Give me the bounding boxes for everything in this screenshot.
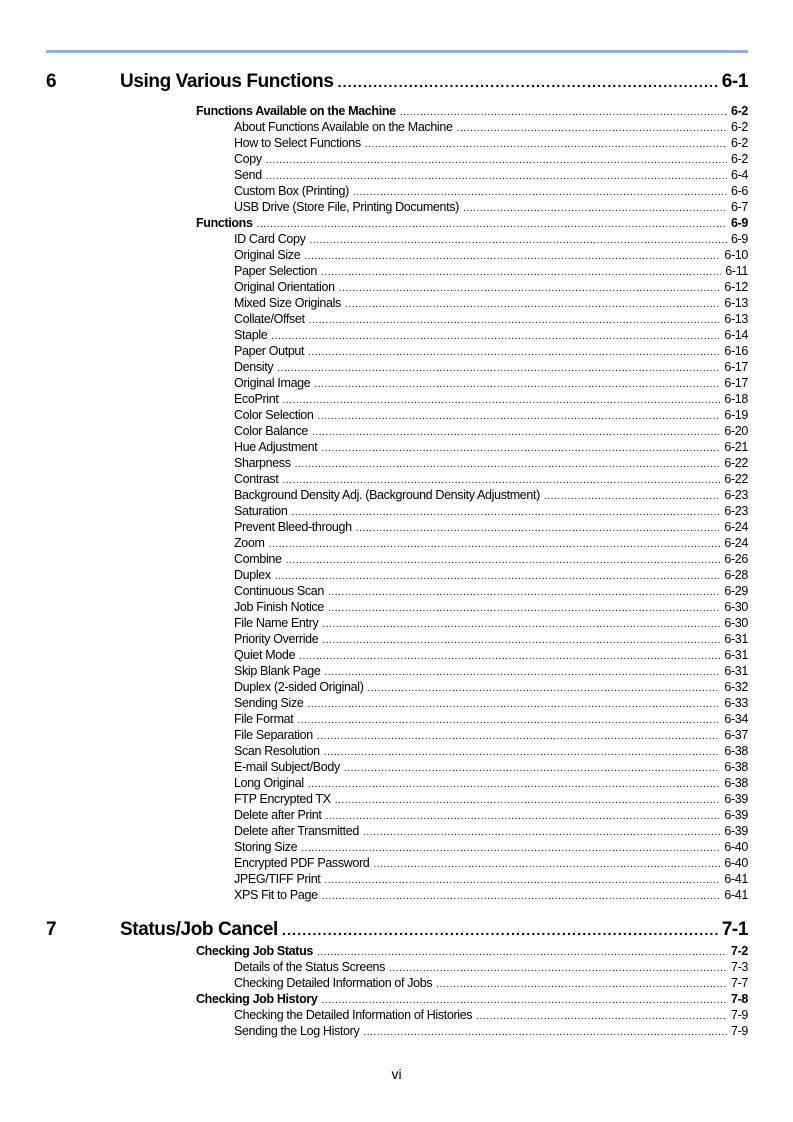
entry-page: 6-38 <box>724 760 748 774</box>
entry-page: 6-38 <box>724 744 748 758</box>
entry-page: 6-39 <box>724 824 748 838</box>
entry-title: Duplex <box>234 568 271 582</box>
entry-title: JPEG/TIFF Print <box>234 872 321 886</box>
entry-title: USB Drive (Store File, Printing Documents) <box>234 200 459 214</box>
entry-page: 6-39 <box>724 808 748 822</box>
entry-page: 6-9 <box>730 216 748 230</box>
entry-page: 6-12 <box>724 280 748 294</box>
chapter-title: Using Various Functions <box>120 71 334 92</box>
entry-page: 7-8 <box>730 992 748 1006</box>
toc-subsection-entry[interactable] <box>0 759 748 775</box>
chapter-number: 6 <box>46 71 57 92</box>
entry-title: Color Selection <box>234 408 314 422</box>
toc-subsection-entry[interactable] <box>0 839 748 855</box>
toc-subsection-entry[interactable] <box>0 743 748 759</box>
toc-subsection-entry[interactable] <box>0 167 748 183</box>
entry-page: 6-2 <box>730 136 748 150</box>
toc-subsection-entry[interactable] <box>0 423 748 439</box>
toc-subsection-entry[interactable] <box>0 583 748 599</box>
entry-page: 6-10 <box>724 248 748 262</box>
chapter-number: 7 <box>46 919 57 940</box>
toc-subsection-entry[interactable] <box>0 551 748 567</box>
entry-title: Density <box>234 360 274 374</box>
dot-leader <box>322 889 721 905</box>
entry-title: File Separation <box>234 728 313 742</box>
entry-title: Quiet Mode <box>234 648 296 662</box>
entry-page: 6-23 <box>724 488 748 502</box>
toc-subsection-entry[interactable] <box>0 295 748 311</box>
entry-page: 6-31 <box>724 664 748 678</box>
chapter-page: 7-1 <box>721 919 748 940</box>
entry-title: Send <box>234 168 262 182</box>
entry-page: 6-37 <box>724 728 748 742</box>
toc-subsection-entry[interactable] <box>0 871 748 887</box>
toc-subsection-entry[interactable] <box>0 455 748 471</box>
toc-subsection-entry[interactable] <box>0 247 748 263</box>
entry-page: 7-2 <box>730 944 748 958</box>
entry-title: Checking the Detailed Information of Histories <box>234 1008 473 1022</box>
toc-subsection-entry[interactable] <box>0 151 748 167</box>
entry-page: 7-7 <box>730 976 748 990</box>
toc-subsection-entry[interactable] <box>0 1023 748 1039</box>
toc-subsection-entry[interactable] <box>0 695 748 711</box>
entry-page: 6-30 <box>724 600 748 614</box>
entry-page: 6-33 <box>724 696 748 710</box>
toc-subsection-entry[interactable] <box>0 311 748 327</box>
entry-title: Long Original <box>234 776 304 790</box>
entry-title: Scan Resolution <box>234 744 320 758</box>
toc-subsection-entry[interactable] <box>0 487 748 503</box>
toc-subsection-entry[interactable] <box>0 807 748 823</box>
entry-title: Combine <box>234 552 282 566</box>
toc-subsection-entry[interactable] <box>0 887 748 903</box>
entry-title: Sharpness <box>234 456 291 470</box>
toc-subsection-entry[interactable] <box>0 359 748 375</box>
toc-subsection-entry[interactable] <box>0 535 748 551</box>
entry-title: Continuous Scan <box>234 584 324 598</box>
toc-subsection-entry[interactable] <box>0 471 748 487</box>
entry-page: 6-31 <box>724 632 748 646</box>
toc-subsection-entry[interactable] <box>0 327 748 343</box>
entry-title: Sending the Log History <box>234 1024 360 1038</box>
entry-page: 6-38 <box>724 776 748 790</box>
entry-page: 7-3 <box>730 960 748 974</box>
toc-subsection-entry[interactable] <box>0 391 748 407</box>
toc-section-entry[interactable] <box>0 991 748 1007</box>
entry-page: 6-32 <box>724 680 748 694</box>
entry-title: FTP Encrypted TX <box>234 792 331 806</box>
entry-page: 6-19 <box>724 408 748 422</box>
toc-subsection-entry[interactable] <box>0 1007 748 1023</box>
entry-page: 6-41 <box>724 888 748 902</box>
entry-title: How to Select Functions <box>234 136 361 150</box>
entry-page: 6-40 <box>724 856 748 870</box>
toc-subsection-entry[interactable] <box>0 567 748 583</box>
toc-subsection-entry[interactable] <box>0 519 748 535</box>
toc-subsection-entry[interactable] <box>0 119 748 135</box>
entry-title: File Name Entry <box>234 616 319 630</box>
entry-title: Checking Job History <box>196 992 318 1006</box>
toc-subsection-entry[interactable] <box>0 959 748 975</box>
toc-subsection-entry[interactable] <box>0 791 748 807</box>
entry-page: 6-28 <box>724 568 748 582</box>
entry-title: Duplex (2-sided Original) <box>234 680 364 694</box>
toc-section-entry[interactable] <box>0 943 748 959</box>
entry-title: Checking Detailed Information of Jobs <box>234 976 433 990</box>
entry-page: 6-16 <box>724 344 748 358</box>
entry-page: 6-22 <box>724 472 748 486</box>
toc-section-entry[interactable] <box>0 103 748 119</box>
toc-subsection-entry[interactable] <box>0 263 748 279</box>
entry-page: 6-23 <box>724 504 748 518</box>
entry-title: Original Size <box>234 248 301 262</box>
toc-subsection-entry[interactable] <box>0 975 748 991</box>
toc-subsection-entry[interactable] <box>0 183 748 199</box>
entry-title: Collate/Offset <box>234 312 305 326</box>
toc-subsection-entry[interactable] <box>0 439 748 455</box>
toc-subsection-entry[interactable] <box>0 711 748 727</box>
entry-title: Paper Output <box>234 344 305 358</box>
entry-title: Delete after Transmitted <box>234 824 359 838</box>
toc-subsection-entry[interactable] <box>0 679 748 695</box>
toc-subsection-entry[interactable] <box>0 343 748 359</box>
entry-page: 6-22 <box>724 456 748 470</box>
header-rule <box>46 50 748 53</box>
entry-title: Storing Size <box>234 840 298 854</box>
entry-page: 7-9 <box>730 1008 748 1022</box>
entry-title: Background Density Adj. (Background Density Adjustment) <box>234 488 540 502</box>
entry-page: 6-39 <box>724 792 748 806</box>
toc-subsection-entry[interactable] <box>0 599 748 615</box>
entry-page: 6-2 <box>730 120 748 134</box>
entry-title: ID Card Copy <box>234 232 306 246</box>
entry-title: Original Image <box>234 376 311 390</box>
entry-title: Sending Size <box>234 696 304 710</box>
entry-title: Job Finish Notice <box>234 600 324 614</box>
entry-page: 6-29 <box>724 584 748 598</box>
toc-subsection-entry[interactable] <box>0 855 748 871</box>
entry-title: Skip Blank Page <box>234 664 321 678</box>
dot-leader <box>282 918 718 942</box>
entry-page: 6-26 <box>724 552 748 566</box>
entry-title: Prevent Bleed-through <box>234 520 352 534</box>
entry-title: File Format <box>234 712 294 726</box>
entry-page: 6-18 <box>724 392 748 406</box>
toc-subsection-entry[interactable] <box>0 647 748 663</box>
entry-title: Color Balance <box>234 424 308 438</box>
toc-subsection-entry[interactable] <box>0 775 748 791</box>
entry-title: Delete after Print <box>234 808 322 822</box>
entry-title: Original Orientation <box>234 280 335 294</box>
entry-title: Encrypted PDF Password <box>234 856 370 870</box>
entry-title: Contrast <box>234 472 279 486</box>
entry-title: Details of the Status Screens <box>234 960 386 974</box>
entry-page: 6-11 <box>725 264 748 278</box>
entry-page: 6-31 <box>724 648 748 662</box>
entry-page: 6-21 <box>724 440 748 454</box>
entry-title: Mixed Size Originals <box>234 296 341 310</box>
entry-title: Saturation <box>234 504 288 518</box>
entry-page: 6-7 <box>730 200 748 214</box>
entry-page: 6-9 <box>730 232 748 246</box>
entry-page: 6-30 <box>724 616 748 630</box>
entry-page: 6-24 <box>724 536 748 550</box>
entry-page: 6-17 <box>724 376 748 390</box>
chapter-heading[interactable] <box>46 918 748 942</box>
entry-page: 6-24 <box>724 520 748 534</box>
entry-title: Checking Job Status <box>196 944 313 958</box>
entry-page: 6-14 <box>724 328 748 342</box>
entry-title: Custom Box (Printing) <box>234 184 349 198</box>
toc-subsection-entry[interactable] <box>0 231 748 247</box>
dot-leader <box>338 70 718 94</box>
entry-title: Functions <box>196 216 253 230</box>
entry-title: Functions Available on the Machine <box>196 104 396 118</box>
entry-page: 6-34 <box>724 712 748 726</box>
entry-title: Priority Override <box>234 632 319 646</box>
toc-subsection-entry[interactable] <box>0 135 748 151</box>
entry-title: EcoPrint <box>234 392 279 406</box>
chapter-page: 6-1 <box>721 71 748 92</box>
toc-subsection-entry[interactable] <box>0 615 748 631</box>
entry-page: 6-6 <box>730 184 748 198</box>
entry-page: 6-4 <box>730 168 748 182</box>
entry-page: 6-13 <box>724 312 748 326</box>
entry-title: XPS Fit to Page <box>234 888 318 902</box>
entry-page: 6-40 <box>724 840 748 854</box>
entry-title: About Functions Available on the Machine <box>234 120 453 134</box>
toc-subsection-entry[interactable] <box>0 407 748 423</box>
toc-subsection-entry[interactable] <box>0 823 748 839</box>
entry-page: 6-41 <box>724 872 748 886</box>
entry-title: Copy <box>234 152 262 166</box>
toc-subsection-entry[interactable] <box>0 727 748 743</box>
entry-page: 6-17 <box>724 360 748 374</box>
entry-page: 6-2 <box>730 104 748 118</box>
entry-page: 6-13 <box>724 296 748 310</box>
toc-section-entry[interactable] <box>0 215 748 231</box>
toc-subsection-entry[interactable] <box>0 503 748 519</box>
entry-title: E-mail Subject/Body <box>234 760 340 774</box>
chapter-title: Status/Job Cancel <box>120 919 278 940</box>
entry-title: Paper Selection <box>234 264 318 278</box>
dot-leader <box>363 1025 727 1041</box>
toc-subsection-entry[interactable] <box>0 279 748 295</box>
entry-page: 6-20 <box>724 424 748 438</box>
toc-subsection-entry[interactable] <box>0 663 748 679</box>
entry-title: Staple <box>234 328 268 342</box>
toc-subsection-entry[interactable] <box>0 199 748 215</box>
entry-title: Zoom <box>234 536 265 550</box>
toc-subsection-entry[interactable] <box>0 375 748 391</box>
page-number: vi <box>391 1066 402 1082</box>
chapter-heading[interactable] <box>46 70 748 94</box>
entry-title: Hue Adjustment <box>234 440 318 454</box>
toc-subsection-entry[interactable] <box>0 631 748 647</box>
entry-page: 6-2 <box>730 152 748 166</box>
entry-page: 7-9 <box>730 1024 748 1038</box>
